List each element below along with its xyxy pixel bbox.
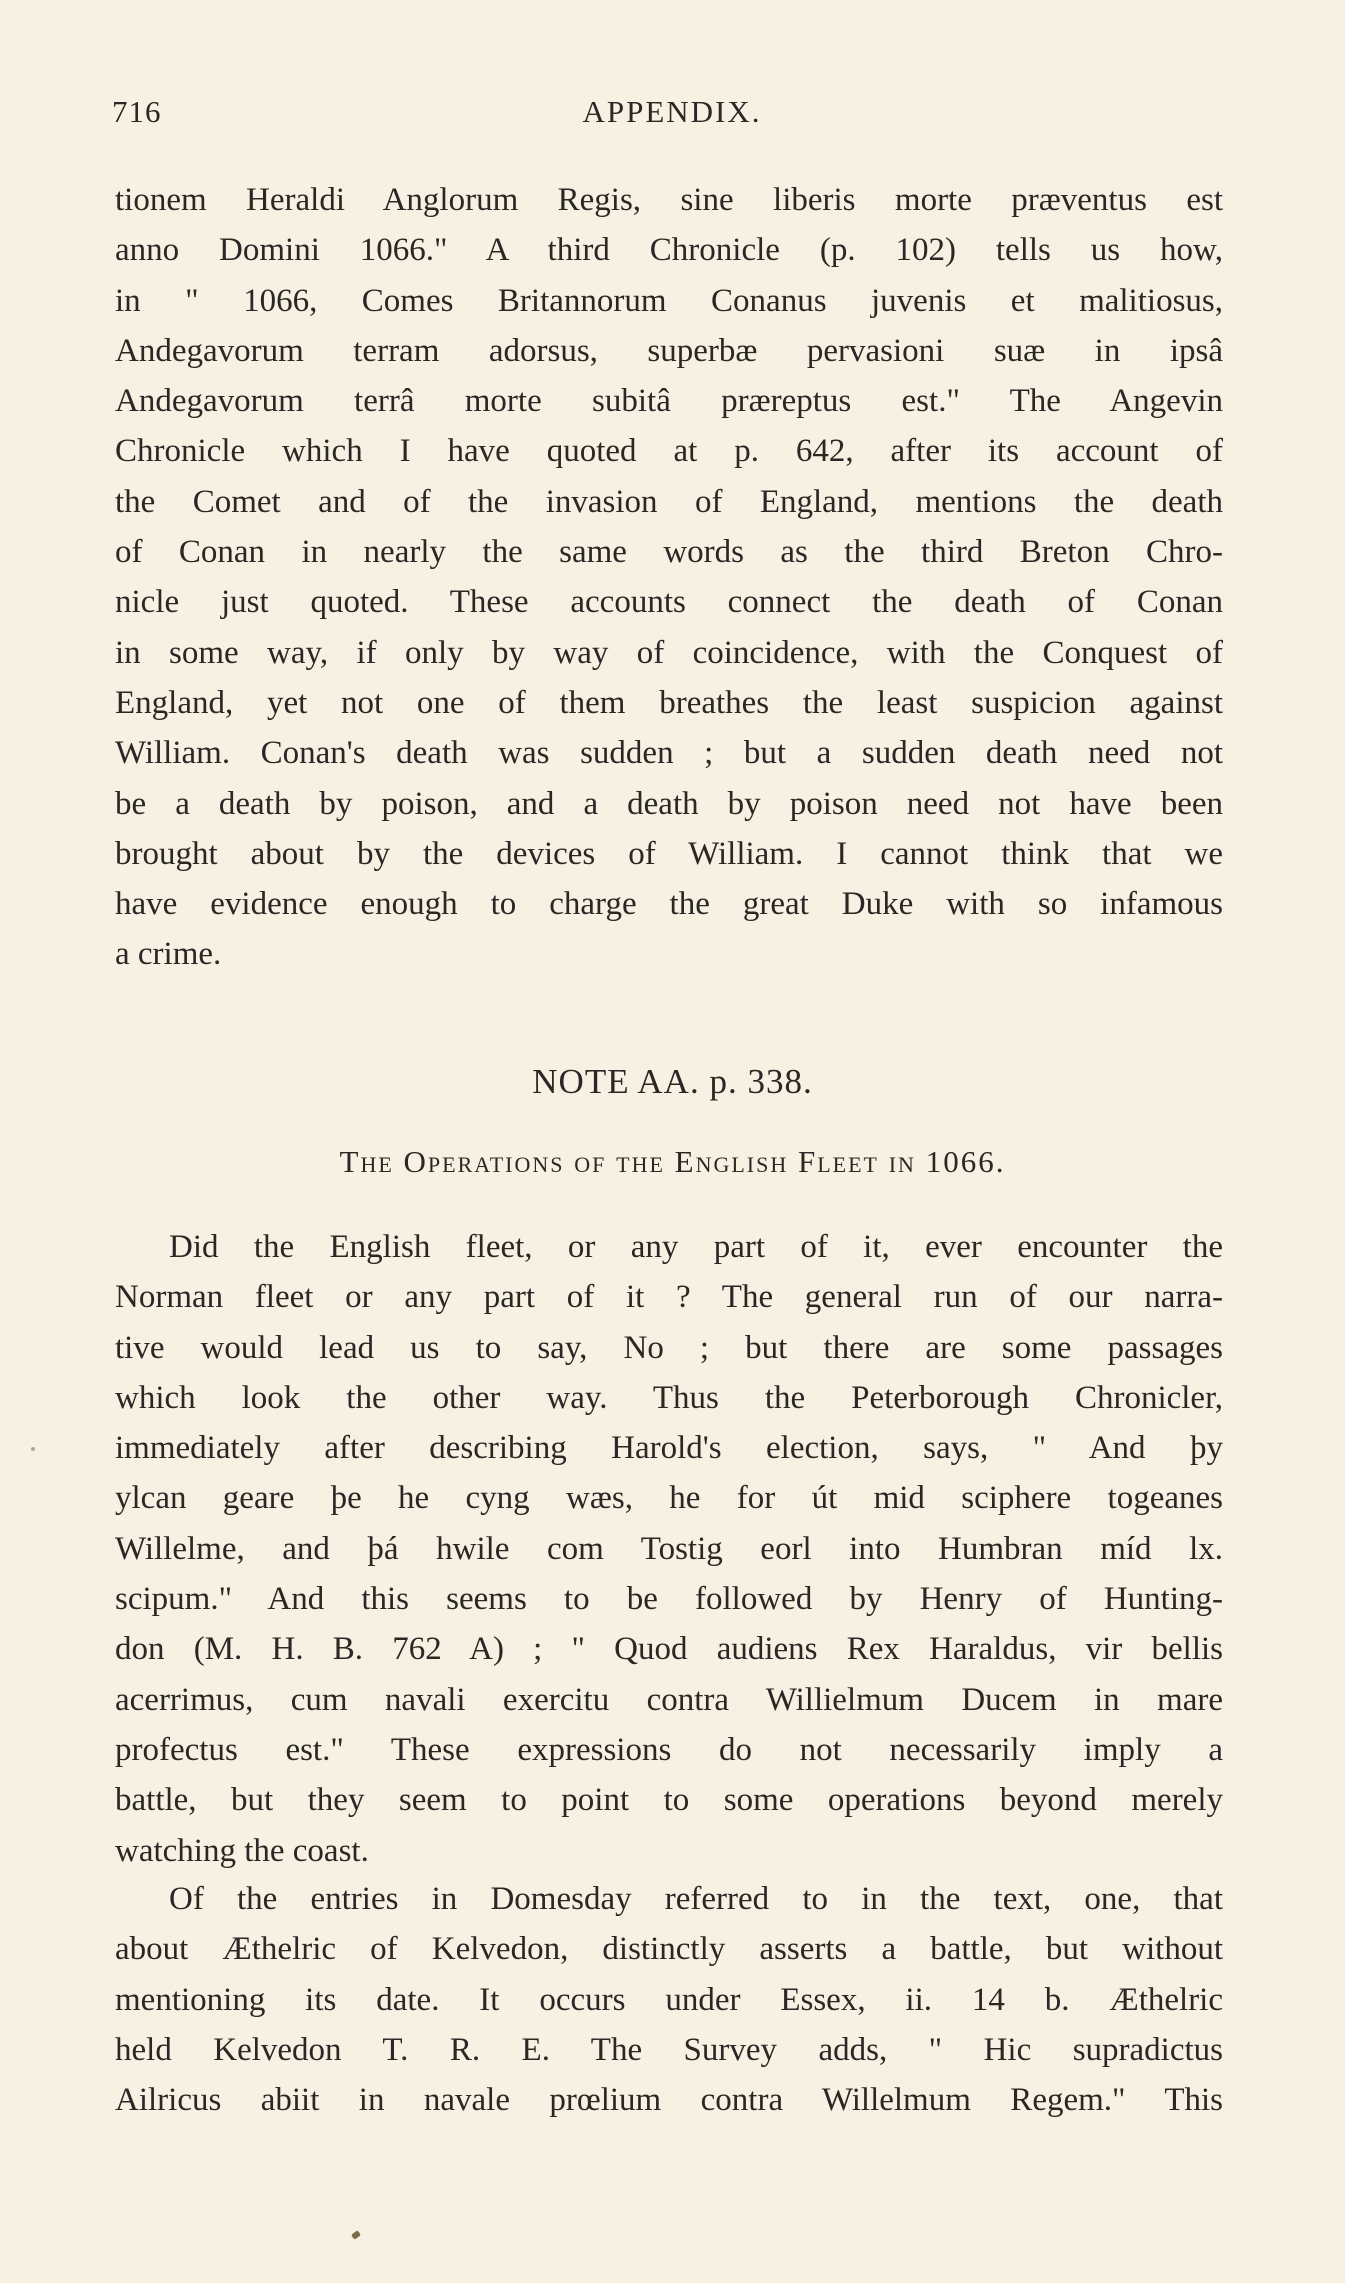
text-line: tive would lead us to say, No ; but there are some passages (115, 1329, 1223, 1366)
continued-paragraph (115, 175, 1223, 980)
text-line: William. Conan's death was sudden ; but a sudden death need not (115, 735, 1223, 772)
text-line: in " 1066, Comes Britannorum Conanus juvenis et malitiosus, (115, 282, 1223, 319)
text-line: mentioning its date. It occurs under Essex, ii. 14 b. Æthelric (115, 1981, 1223, 2018)
text-line: battle, but they seem to point to some operations beyond merely (115, 1782, 1223, 1819)
text-line: Ailricus abiit in navale prœlium contra Willelmum Regem." This (115, 2082, 1223, 2119)
text-line: Willelme, and þá hwile com Tostig eorl into Humbran míd lx. (115, 1530, 1223, 1567)
text-line: immediately after describing Harold's election, says, " And þy (115, 1430, 1223, 1467)
text-line: profectus est." These expressions do not necessarily imply a (115, 1731, 1223, 1768)
text-line: tionem Heraldi Anglorum Regis, sine liberis morte præventus est (115, 182, 1223, 218)
text-line: of Conan in nearly the same words as the third Breton Chro- (115, 534, 1223, 571)
text-line: brought about by the devices of William. I cannot think that we (115, 835, 1223, 872)
running-head-title: APPENDIX. (582, 94, 762, 129)
text-line: acerrimus, cum navali exercitu contra Willielmum Ducem in mare (115, 1681, 1223, 1718)
text-line: nicle just quoted. These accounts connect the death of Conan (115, 584, 1223, 621)
text-line: which look the other way. Thus the Peterborough Chronicler, (115, 1379, 1223, 1416)
text-line: held Kelvedon T. R. E. The Survey adds, " Hic supradictus (115, 2031, 1223, 2068)
text-line: don (M. H. B. 762 A) ; " Quod audiens Rex Haraldus, vir bellis (115, 1631, 1223, 1668)
paragraph-fleet (115, 1222, 1223, 1876)
ink-mark (351, 2230, 361, 2240)
text-line: Did the English fleet, or any part of it, ever encounter the (169, 1229, 1223, 1265)
text-line: anno Domini 1066." A third Chronicle (p. 102) tells us how, (115, 232, 1223, 269)
note-heading: NOTE AA. p. 338. (532, 1062, 813, 1101)
text-line: about Æthelric of Kelvedon, distinctly asserts a battle, but without (115, 1931, 1223, 1968)
text-line: Chronicle which I have quoted at p. 642, after its account of (115, 433, 1223, 470)
text-line: in some way, if only by way of coincidence, with the Conquest of (115, 634, 1223, 671)
text-line: have evidence enough to charge the great Duke with so infamous (115, 886, 1223, 923)
text-line: the Comet and of the invasion of England, mentions the death (115, 483, 1223, 520)
text-line: watching the coast. (115, 1832, 369, 1869)
text-line: ylcan geare þe he cyng wæs, he for út mid sciphere togeanes (115, 1480, 1223, 1517)
text-line: England, yet not one of them breathes the least suspicion against (115, 684, 1223, 721)
text-line: scipum." And this seems to be followed by Henry of Hunting- (115, 1581, 1223, 1618)
running-head (112, 94, 1232, 134)
paragraph-domesday (115, 1874, 1223, 2125)
text-line: Norman fleet or any part of it ? The general run of our narra- (115, 1279, 1223, 1316)
text-line: Andegavorum terram adorsus, superbæ pervasioni suæ in ipsâ (115, 332, 1223, 369)
page-number: 716 (112, 94, 162, 129)
note-title: The Operations of the English Fleet in 1066. (339, 1144, 1006, 1179)
paper-speck (31, 1447, 35, 1451)
text-line: a crime. (115, 936, 222, 973)
text-line: be a death by poison, and a death by poison need not have been (115, 785, 1223, 822)
text-line: Of the entries in Domesday referred to in the text, one, that (169, 1881, 1223, 1917)
text-line: Andegavorum terrâ morte subitâ præreptus est." The Angevin (115, 383, 1223, 420)
